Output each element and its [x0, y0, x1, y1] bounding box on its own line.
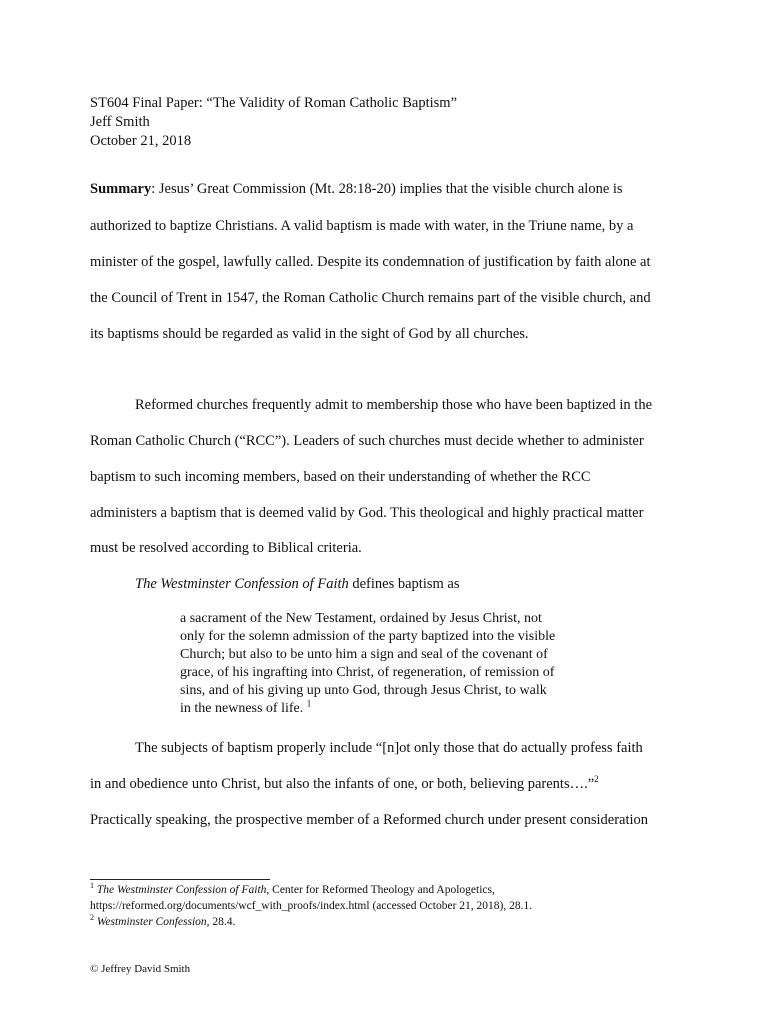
- para1-line-3: baptism to such incoming members, based on their understanding of whether the RCC: [90, 469, 591, 485]
- footnote-ref-1[interactable]: 1: [306, 698, 312, 709]
- para1-line-1: Reformed churches frequently admit to membership those who have been baptized in the: [135, 397, 653, 413]
- footnote-ref-2[interactable]: 2: [594, 774, 599, 785]
- summary-line-3: minister of the gospel, lawfully called. Despite its condemnation of justification by faith alone at: [90, 254, 651, 270]
- author-name: Jeff Smith: [90, 114, 150, 130]
- summary-line-5: its baptisms should be regarded as valid in the sight of God by all churches.: [90, 326, 529, 342]
- para1-line-5: must be resolved according to Biblical criteria.: [90, 540, 362, 556]
- paper-title: ST604 Final Paper: “The Validity of Roman Catholic Baptism”: [90, 95, 458, 111]
- footnote-1-url[interactable]: https://reformed.org/documents/wcf_with_proofs/index.html (accessed October 21, 2018), 28.1.: [90, 900, 533, 912]
- copyright-notice: © Jeffrey David Smith: [90, 963, 191, 975]
- footnote-2: $^2$ Westminster Confession, 28.4.: [90, 913, 236, 928]
- para3-line-3: Practically speaking, the prospective member of a Reformed church under present consideration: [90, 812, 649, 828]
- quote-line-5: sins, and of his giving up unto God, through Jesus Christ, to walk: [180, 683, 547, 698]
- footnote-divider: [90, 879, 270, 880]
- quote-line-3: Church; but also to be unto him a sign and seal of the covenant of: [180, 647, 548, 662]
- para3-line-1: The subjects of baptism properly include “[n]ot only those that do actually profess faith: [135, 740, 643, 756]
- para1-line-4: administers a baptism that is deemed valid by God. This theological and highly practical matter: [90, 505, 644, 521]
- summary-line-4: the Council of Trent in 1547, the Roman Catholic Church remains part of the visible church, and: [90, 290, 651, 306]
- summary-line-1: Summary: Jesus’ Great Commission (Mt. 28:18-20) implies that the visible church alone is: [90, 181, 623, 197]
- para3-line-2: in and obedience unto Christ, but also the infants of one, or both, believing parents….”$^2$: [90, 774, 599, 792]
- paper-date: October 21, 2018: [90, 133, 192, 149]
- para2-line: The Westminster Confession of Faith defines baptism as: [135, 576, 460, 592]
- wcf-title: The Westminster Confession of Faith: [135, 576, 349, 592]
- quote-line-4: grace, of his ingrafting into Christ, of regeneration, of remission of: [180, 665, 555, 680]
- quote-line-1: a sacrament of the New Testament, ordained by Jesus Christ, not: [180, 611, 542, 626]
- summary-line-2: authorized to baptize Christians. A valid baptism is made with water, in the Triune name, by a: [90, 218, 634, 234]
- summary-label: Summary: [90, 181, 152, 197]
- quote-line-6: in the newness of life. $^1$: [180, 698, 312, 716]
- quote-line-2: only for the solemn admission of the party baptized into the visible: [180, 629, 556, 644]
- para1-line-2: Roman Catholic Church (“RCC”). Leaders of such churches must decide whether to administer: [90, 433, 644, 449]
- footnote-1: $^1$ The Westminster Confession of Faith, Center for Reformed Theology and Apologetics,: [90, 881, 495, 896]
